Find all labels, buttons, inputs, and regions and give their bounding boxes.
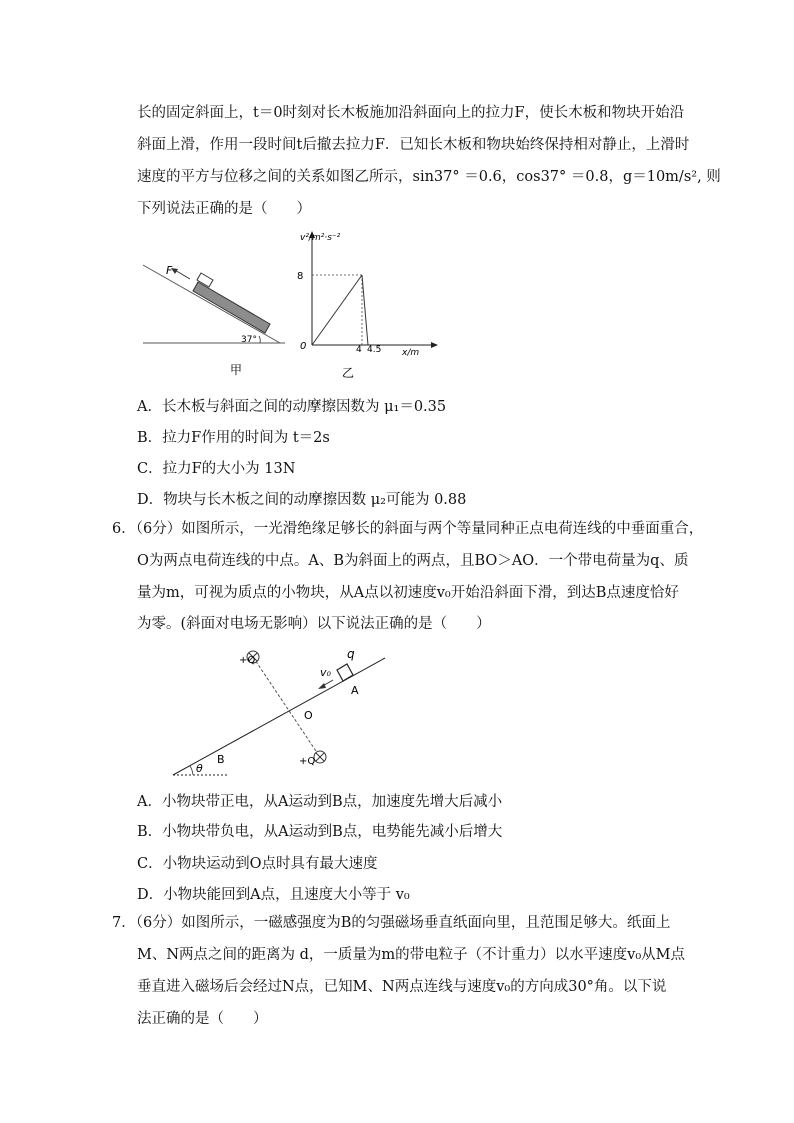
y-axis-label: v²/m²·s⁻² — [300, 233, 341, 243]
q5-option-a: A．长木板与斜面之间的动摩擦因数为 μ₁＝0.35 — [137, 399, 447, 415]
q5-stem-line-4: 下列说法正确的是（ ） — [137, 201, 311, 217]
x-tick-4: 4 — [356, 345, 362, 355]
charge-bottom-icon — [314, 751, 326, 763]
x-tick-4-5: 4.5 — [367, 345, 382, 355]
figure-caption-yi: 乙 — [342, 366, 355, 380]
q6-option-b: B．小物块带负电，从A运动到B点，电势能先减小后增大 — [137, 824, 503, 840]
long-board — [193, 282, 270, 333]
charge-q-label: q — [347, 647, 355, 661]
q5-figure-graph — [290, 227, 450, 382]
point-b-label: B — [217, 753, 225, 766]
angle-arc — [259, 336, 260, 343]
velocity-arrowhead — [318, 683, 326, 689]
q6-stem-line-3: 量为m，可视为质点的小物块，从A点以初速度v₀开始沿斜面下滑，到达B点速度恰好 — [137, 585, 679, 601]
q5-option-d: D．物块与长木板之间的动摩擦因数 μ₂可能为 0.88 — [137, 492, 467, 508]
charge-bottom-label: +Q — [299, 756, 316, 767]
q6-stem-line-1: 6．（6分）如图所示，一光滑绝缘足够长的斜面与两个等量同种正点电荷连线的中垂面重合， — [112, 521, 704, 537]
q7-stem-line-3: 垂直进入磁场后会经过N点，已知M、N两点连线与速度v₀的方向成30°角。以下说 — [137, 979, 667, 995]
graph-line-rising — [312, 275, 362, 345]
force-label: F — [166, 264, 173, 277]
q6-stem-line-2: O为两点电荷连线的中点。A、B为斜面上的两点，且BO＞AO．一个带电荷量为q、质 — [137, 553, 689, 569]
q5-stem-line-3: 速度的平方与位移之间的关系如图乙所示，sin37° ＝0.6，cos37° ＝0.8，g＝10m/s², 则 — [137, 169, 721, 185]
y-tick-8: 8 — [297, 271, 304, 282]
theta-arc — [190, 766, 193, 775]
q6-option-a: A．小物块带正电，从A运动到B点，加速度先增大后减小 — [137, 794, 503, 810]
q7-stem-line-1: 7．（6分）如图所示，一磁感强度为B的匀强磁场垂直纸面向里，且范围足够大。纸面上 — [112, 915, 671, 931]
q5-stem-line-2: 斜面上滑，作用一段时间t后撤去拉力F．已知长木板和物块始终保持相对静止，上滑时 — [137, 137, 690, 153]
point-a-label: A — [351, 684, 359, 697]
q5-stem-line-1: 长的固定斜面上，t＝0时刻对长木板施加沿斜面向上的拉力F，使长木板和物块开始沿 — [137, 105, 685, 121]
q7-stem-line-4: 法正确的是（ ） — [137, 1011, 268, 1027]
small-block-q — [337, 664, 353, 681]
q6-figure-incline-charges — [165, 643, 395, 780]
graph-line-falling — [362, 275, 368, 345]
charge-connecting-line — [253, 657, 320, 757]
v0-label: v₀ — [320, 666, 331, 679]
origin-label: 0 — [300, 341, 307, 352]
theta-label: θ — [196, 762, 203, 775]
x-axis-label: x/m — [402, 348, 420, 358]
point-o-label: O — [304, 709, 313, 722]
q5-figure-incline — [135, 255, 295, 380]
q5-option-c: C．拉力F的大小为 13N — [137, 461, 296, 477]
q6-stem-line-4: 为零。(斜面对电场无影响）以下说法正确的是（ ） — [137, 616, 491, 632]
q5-option-b: B．拉力F作用的时间为 t＝2s — [137, 430, 330, 446]
x-axis-arrow — [431, 342, 438, 348]
incline-surface — [143, 265, 280, 343]
angle-label: 37° — [241, 335, 257, 345]
figure-caption-jia: 甲 — [230, 363, 243, 377]
q6-option-d: D．小物块能回到A点，且速度大小等于 v₀ — [137, 887, 410, 903]
q6-option-c: C．小物块运动到O点时具有最大速度 — [137, 856, 378, 872]
q7-stem-line-2: M、N两点之间的距离为 d，一质量为m的带电粒子（不计重力）以水平速度v₀从M点 — [137, 947, 686, 963]
charge-top-label: +Q — [239, 655, 256, 666]
